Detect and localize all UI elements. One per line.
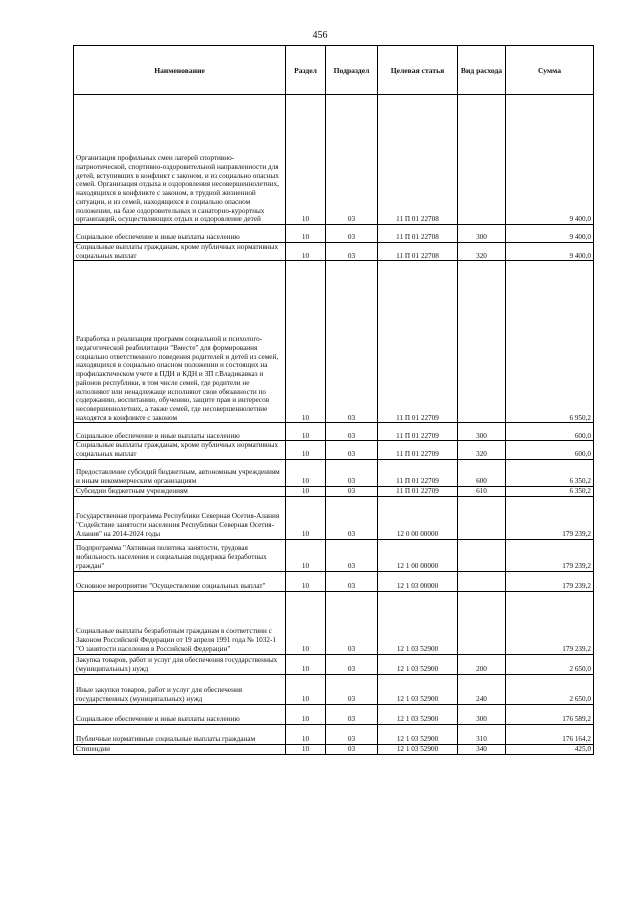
row-section: 10: [286, 441, 326, 459]
row-amount: 6 350,2: [506, 459, 594, 486]
row-section: 10: [286, 423, 326, 441]
row-subsection: 03: [326, 654, 378, 674]
row-expense-type: 320: [458, 243, 506, 261]
row-name: Социальные выплаты гражданам, кроме публичных нормативных социальных выплат: [74, 441, 286, 459]
row-subsection: 03: [326, 243, 378, 261]
row-expense-type: 200: [458, 654, 506, 674]
row-subsection: 03: [326, 95, 378, 225]
row-target: 11 П 01 22709: [378, 261, 458, 423]
table-header-row: [74, 46, 594, 95]
row-expense-type: [458, 591, 506, 654]
row-subsection: 03: [326, 704, 378, 724]
budget-table: [73, 45, 594, 755]
row-expense-type: 300: [458, 423, 506, 441]
row-section: 10: [286, 571, 326, 591]
row-name: Стипендии: [74, 744, 286, 754]
row-section: 10: [286, 261, 326, 423]
row-target: 11 П 01 22709: [378, 423, 458, 441]
row-expense-type: 610: [458, 486, 506, 496]
row-amount: 2 650,0: [506, 654, 594, 674]
row-target: 12 1 03 00000: [378, 571, 458, 591]
row-amount: 179 239,2: [506, 571, 594, 591]
row-target: 12 1 03 52900: [378, 744, 458, 754]
row-subsection: 03: [326, 225, 378, 243]
row-amount: 179 239,2: [506, 591, 594, 654]
row-target: 11 П 01 22708: [378, 225, 458, 243]
row-target: 12 1 03 52900: [378, 674, 458, 704]
row-amount: 600,0: [506, 423, 594, 441]
row-name: Социальные выплаты безработным гражданам в соответствии с Законом Российской Федерации от 19 апреля 1991 года № 1032-1 "О занятости населения в Российской Федерации": [74, 591, 286, 654]
row-name: Разработка и реализация программ социальной и психолого-педагогической реабилитации "Вместе" для формирования социально ответственного поведения родителей и детей из семей, находящихся в социально опасном положении и состоящих на профилактическом учете в ПДН и КДН и ЗП г.Владикавказ и районов республики, в том числе семей, где родители не исполняют или ненадлежаще исполняют свои обязанности по содержанию, воспитанию, обучению, защите прав и интересов несовершеннолетних, а также семей, где несовершеннолетние находятся в конфликте с законом: [74, 261, 286, 423]
table-row: [74, 95, 594, 225]
page-number: 456: [312, 30, 328, 41]
header-name: Наименование: [74, 46, 286, 95]
row-subsection: 03: [326, 674, 378, 704]
table-row: [74, 423, 594, 441]
table-row: [74, 225, 594, 243]
row-subsection: 03: [326, 539, 378, 571]
row-amount: 176 589,2: [506, 704, 594, 724]
row-section: 10: [286, 225, 326, 243]
row-subsection: 03: [326, 496, 378, 539]
row-section: 10: [286, 243, 326, 261]
row-amount: 6 950,2: [506, 261, 594, 423]
row-target: 11 П 01 22708: [378, 95, 458, 225]
table-row: [74, 539, 594, 571]
row-section: 10: [286, 486, 326, 496]
row-subsection: 03: [326, 261, 378, 423]
table-row: [74, 674, 594, 704]
row-section: 10: [286, 704, 326, 724]
table-row: [74, 496, 594, 539]
table-row: [74, 704, 594, 724]
table-row: [74, 441, 594, 459]
row-section: 10: [286, 459, 326, 486]
header-expense-type: Вид расхода: [458, 46, 506, 95]
row-name: Закупка товаров, работ и услуг для обеспечения государственных (муниципальных) нужд: [74, 654, 286, 674]
header-target: Целевая статья: [378, 46, 458, 95]
row-section: 10: [286, 496, 326, 539]
row-name: Предоставление субсидий бюджетным, автономным учреждениям и иным некоммерческим организациям: [74, 459, 286, 486]
table-row: [74, 261, 594, 423]
row-amount: 9 400,0: [506, 95, 594, 225]
table-row: [74, 654, 594, 674]
row-section: 10: [286, 674, 326, 704]
row-name: Социальные выплаты гражданам, кроме публичных нормативных социальных выплат: [74, 243, 286, 261]
row-target: 12 1 03 52900: [378, 591, 458, 654]
header-amount: Сумма: [506, 46, 594, 95]
row-subsection: 03: [326, 441, 378, 459]
row-target: 12 1 03 52900: [378, 654, 458, 674]
row-section: 10: [286, 95, 326, 225]
row-subsection: 03: [326, 459, 378, 486]
row-amount: 6 350,2: [506, 486, 594, 496]
row-amount: 179 239,2: [506, 539, 594, 571]
row-expense-type: 240: [458, 674, 506, 704]
row-name: Социальное обеспечение и иные выплаты населению: [74, 423, 286, 441]
row-name: Иные закупки товаров, работ и услуг для обеспечения государственных (муниципальных) нужд: [74, 674, 286, 704]
row-name: Организация профильных смен лагерей спортивно-патриотической, спортивно-оздоровительной направленности для детей, вступивших в конфликт с законом, и из социально опасных семей. Организация отдыха и оздоровления несовершеннолетних, находящихся в конфликте с законом, в трудной жизненной ситуации, и из семей, находящихся в социально опасном положении, на базе оздоровительных и санаторно-курортных организаций, осуществляющих отдых и оздоровление детей: [74, 95, 286, 225]
row-amount: 176 164,2: [506, 724, 594, 744]
row-target: 11 П 01 22709: [378, 441, 458, 459]
row-expense-type: [458, 539, 506, 571]
row-expense-type: [458, 496, 506, 539]
row-section: 10: [286, 591, 326, 654]
row-target: 12 1 00 00000: [378, 539, 458, 571]
row-expense-type: 310: [458, 724, 506, 744]
table-row: [74, 243, 594, 261]
row-amount: 600,0: [506, 441, 594, 459]
row-target: 11 П 01 22709: [378, 486, 458, 496]
row-expense-type: 340: [458, 744, 506, 754]
row-section: 10: [286, 654, 326, 674]
row-section: 10: [286, 744, 326, 754]
row-subsection: 03: [326, 571, 378, 591]
row-expense-type: 600: [458, 459, 506, 486]
table-row: [74, 744, 594, 754]
row-target: 12 1 03 52900: [378, 704, 458, 724]
row-name: Основное мероприятие "Осуществление социальных выплат": [74, 571, 286, 591]
row-expense-type: [458, 571, 506, 591]
table-row: [74, 459, 594, 486]
row-name: Публичные нормативные социальные выплаты гражданам: [74, 724, 286, 744]
row-target: 12 0 00 00000: [378, 496, 458, 539]
row-name: Подпрограмма "Активная политика занятости, трудовая мобильность населения и социальная поддержка безработных граждан": [74, 539, 286, 571]
row-name: Субсидии бюджетным учреждениям: [74, 486, 286, 496]
row-name: Социальное обеспечение и иные выплаты населению: [74, 225, 286, 243]
row-subsection: 03: [326, 591, 378, 654]
table-row: [74, 571, 594, 591]
row-expense-type: [458, 261, 506, 423]
row-target: 11 П 01 22708: [378, 243, 458, 261]
header-section: Раздел: [286, 46, 326, 95]
row-section: 10: [286, 724, 326, 744]
table-row: [74, 486, 594, 496]
table-row: [74, 591, 594, 654]
row-expense-type: 300: [458, 704, 506, 724]
row-section: 10: [286, 539, 326, 571]
row-amount: 9 400,0: [506, 225, 594, 243]
row-amount: 9 400,0: [506, 243, 594, 261]
row-subsection: 03: [326, 744, 378, 754]
row-target: 11 П 01 22709: [378, 459, 458, 486]
row-name: Социальное обеспечение и иные выплаты населению: [74, 704, 286, 724]
row-subsection: 03: [326, 423, 378, 441]
row-name: Государственная программа Республики Северная Осетия-Алания "Содействие занятости населения Республики Северная Осетия-Алания" на 2014-2024 годы: [74, 496, 286, 539]
row-amount: 425,0: [506, 744, 594, 754]
row-target: 12 1 03 52900: [378, 724, 458, 744]
row-expense-type: 320: [458, 441, 506, 459]
table-row: [74, 724, 594, 744]
row-expense-type: 300: [458, 225, 506, 243]
header-subsection: Подраздел: [326, 46, 378, 95]
row-subsection: 03: [326, 724, 378, 744]
row-subsection: 03: [326, 486, 378, 496]
row-expense-type: [458, 95, 506, 225]
row-amount: 2 650,0: [506, 674, 594, 704]
row-amount: 179 239,2: [506, 496, 594, 539]
